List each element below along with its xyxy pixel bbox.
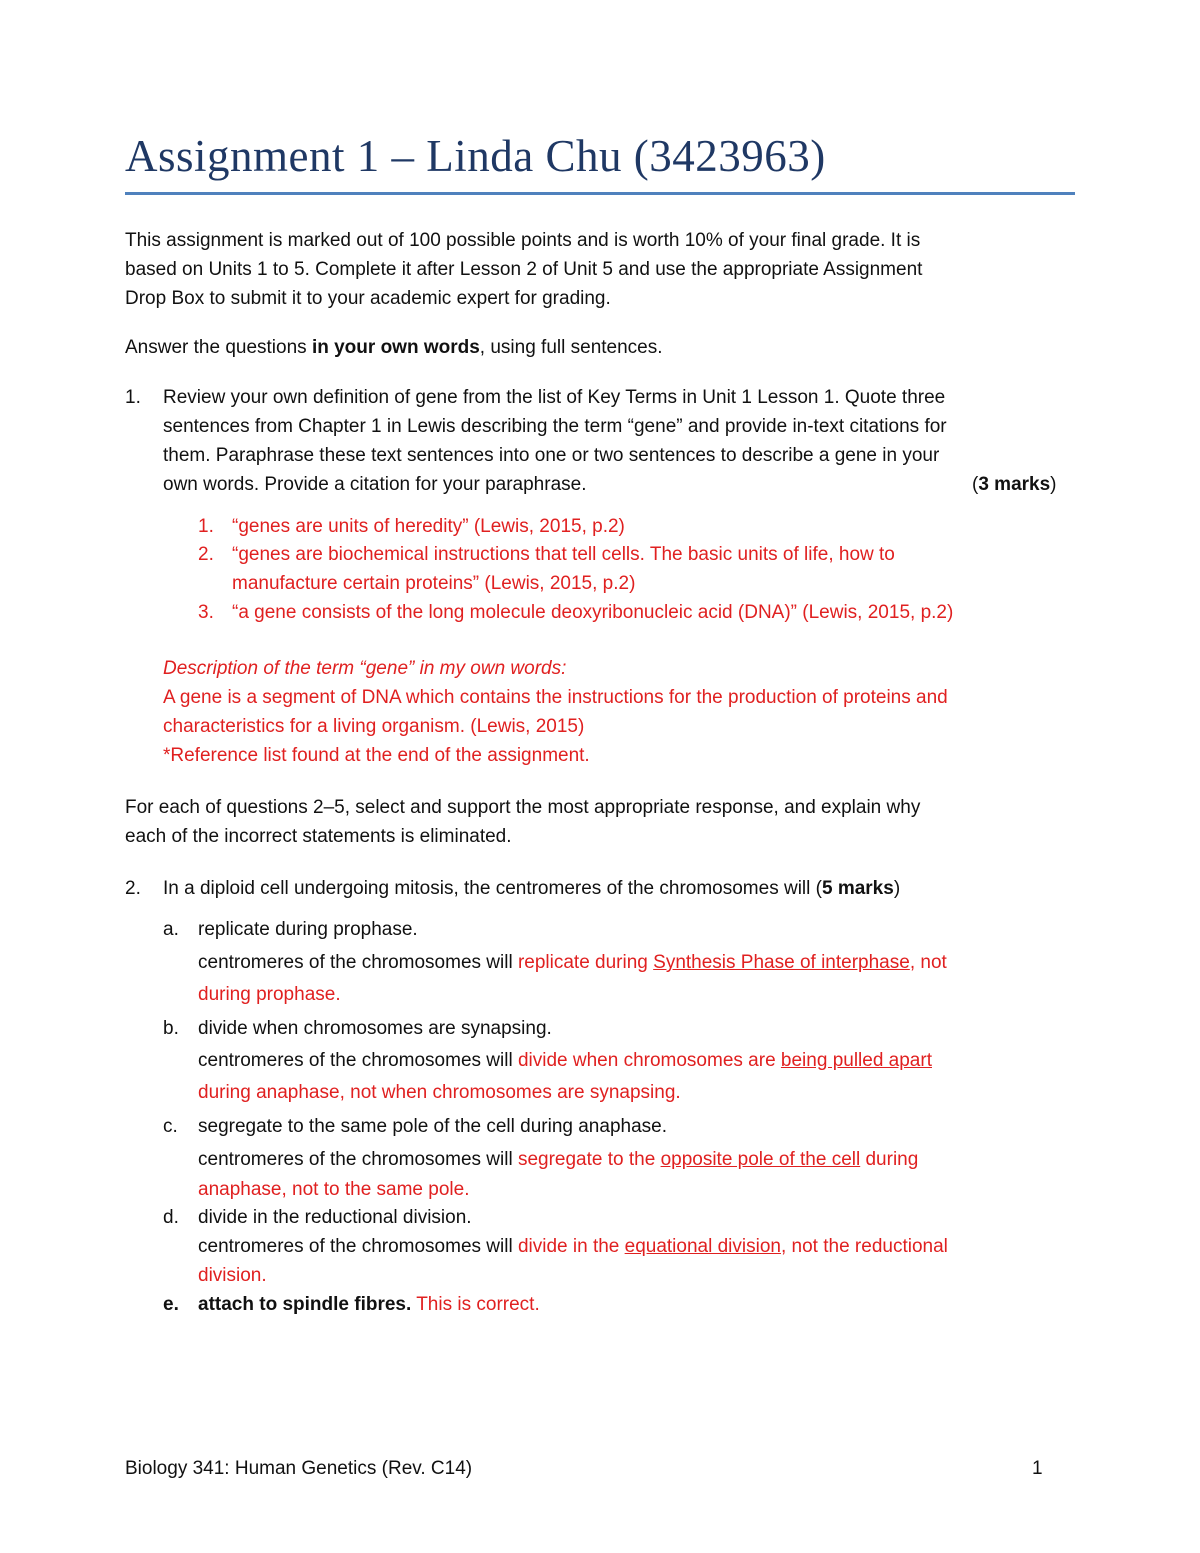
q2-option-c-answer-line-2: anaphase, not to the same pole.	[198, 1179, 470, 1200]
footer-page-number: 1	[1032, 1458, 1043, 1479]
q2-option-c-prefix: centromeres of the chromosomes will	[198, 1149, 518, 1170]
q1-answer-1-number: 1.	[198, 516, 214, 537]
q2-option-a-answer-line-2: during prophase.	[198, 984, 341, 1005]
q2-option-c-r2: during	[860, 1149, 919, 1170]
q1-answer-1: “genes are units of heredity” (Lewis, 2015, p.2)	[232, 516, 625, 537]
q1-marks-open: (	[972, 474, 979, 495]
q1-number: 1.	[125, 387, 141, 408]
q2-option-e-answer: This is correct.	[411, 1294, 540, 1315]
q2-option-c: segregate to the same pole of the cell during anaphase.	[198, 1116, 667, 1137]
q2-option-a-r2: , not	[909, 952, 947, 973]
instruction	[125, 333, 663, 363]
q2-option-d-answer-line-1	[198, 1232, 948, 1262]
q2-text-main: In a diploid cell undergoing mitosis, the centromeres of the chromosomes will (	[163, 878, 822, 899]
q2-marks-bold: 5 marks	[821, 878, 894, 899]
q2-option-d-r2: , not the reductional	[780, 1236, 948, 1257]
intro-line-3: Drop Box to submit it to your academic expert for grading.	[125, 288, 611, 309]
q1-answer-2-number: 2.	[198, 544, 214, 565]
q2-option-e-line	[198, 1290, 540, 1320]
q2-option-d-answer-line-2: division.	[198, 1265, 267, 1286]
q1-answer-3-number: 3.	[198, 602, 214, 623]
q2-option-a-letter: a.	[163, 919, 179, 940]
q1-line-2: sentences from Chapter 1 in Lewis describing the term “gene” and provide in-text citations for	[163, 416, 947, 437]
q1-reference-note: *Reference list found at the end of the assignment.	[163, 745, 590, 766]
q2-option-b-underlined: being pulled apart	[780, 1050, 932, 1071]
q2-option-d-underlined: equational division	[624, 1236, 781, 1257]
section-note-line-2: each of the incorrect statements is eliminated.	[125, 826, 512, 847]
q2-option-d-letter: d.	[163, 1207, 179, 1228]
q1-line-3: them. Paraphrase these text sentences into one or two sentences to describe a gene in your	[163, 445, 940, 466]
q1-line-4: own words. Provide a citation for your paraphrase.	[163, 474, 587, 495]
q2-option-b-prefix: centromeres of the chromosomes will	[198, 1050, 518, 1071]
q2-text	[163, 874, 900, 904]
instruction-pre: Answer the questions	[125, 337, 312, 358]
q2-number: 2.	[125, 878, 141, 899]
q1-description-line-1: A gene is a segment of DNA which contains the instructions for the production of proteins and	[163, 687, 948, 708]
q2-option-a-underlined: Synthesis Phase of interphase	[653, 952, 910, 973]
q1-description-line-2: characteristics for a living organism. (Lewis, 2015)	[163, 716, 585, 737]
q2-option-e-letter: e.	[163, 1294, 179, 1315]
footer-course: Biology 341: Human Genetics (Rev. C14)	[125, 1458, 473, 1479]
instruction-post: , using full sentences.	[479, 337, 663, 358]
q2-option-b-r1: divide when chromosomes are	[517, 1050, 781, 1071]
intro-line-1: This assignment is marked out of 100 possible points and is worth 10% of your final grade. It is	[125, 230, 921, 251]
q2-option-a-answer-line-1	[198, 948, 947, 978]
q2-option-b-letter: b.	[163, 1018, 179, 1039]
q1-description-heading: Description of the term “gene” in my own words:	[163, 658, 567, 679]
q2-option-a: replicate during prophase.	[198, 919, 418, 940]
q2-option-c-r1: segregate to the	[517, 1149, 661, 1170]
q1-answer-3: “a gene consists of the long molecule deoxyribonucleic acid (DNA)” (Lewis, 2015, p.2)	[232, 602, 954, 623]
q1-line-1: Review your own definition of gene from the list of Key Terms in Unit 1 Lesson 1. Quote three	[163, 387, 946, 408]
intro-line-2: based on Units 1 to 5. Complete it after Lesson 2 of Unit 5 and use the appropriate Assignment	[125, 259, 923, 280]
title-rule	[125, 192, 1075, 195]
q2-option-b: divide when chromosomes are synapsing.	[198, 1018, 552, 1039]
q2-option-b-answer-line-2: during anaphase, not when chromosomes are synapsing.	[198, 1082, 681, 1103]
q1-answer-2-line-1: “genes are biochemical instructions that tell cells. The basic units of life, how to	[232, 544, 895, 565]
q2-option-d: divide in the reductional division.	[198, 1207, 472, 1228]
q2-marks-close: )	[893, 878, 901, 899]
instruction-bold: in your own words	[311, 337, 480, 358]
q2-option-b-answer-line-1	[198, 1046, 932, 1076]
q2-option-a-prefix: centromeres of the chromosomes will	[198, 952, 518, 973]
q2-option-e: attach to spindle fibres.	[198, 1294, 412, 1315]
q1-marks-close: )	[1050, 474, 1057, 495]
q1-marks	[972, 470, 1057, 500]
q2-option-c-answer-line-1	[198, 1145, 918, 1175]
q2-option-d-r1: divide in the	[517, 1236, 625, 1257]
q1-marks-bold: 3 marks	[978, 474, 1051, 495]
q2-option-c-underlined: opposite pole of the cell	[660, 1149, 861, 1170]
page-title: Assignment 1 – Linda Chu (3423963)	[125, 131, 826, 181]
q2-option-a-r1: replicate during	[517, 952, 654, 973]
q2-option-d-prefix: centromeres of the chromosomes will	[198, 1236, 518, 1257]
q2-option-c-letter: c.	[163, 1116, 178, 1137]
q1-answer-2-line-2: manufacture certain proteins” (Lewis, 2015, p.2)	[232, 573, 636, 594]
section-note-line-1: For each of questions 2–5, select and support the most appropriate response, and explain why	[125, 797, 921, 818]
